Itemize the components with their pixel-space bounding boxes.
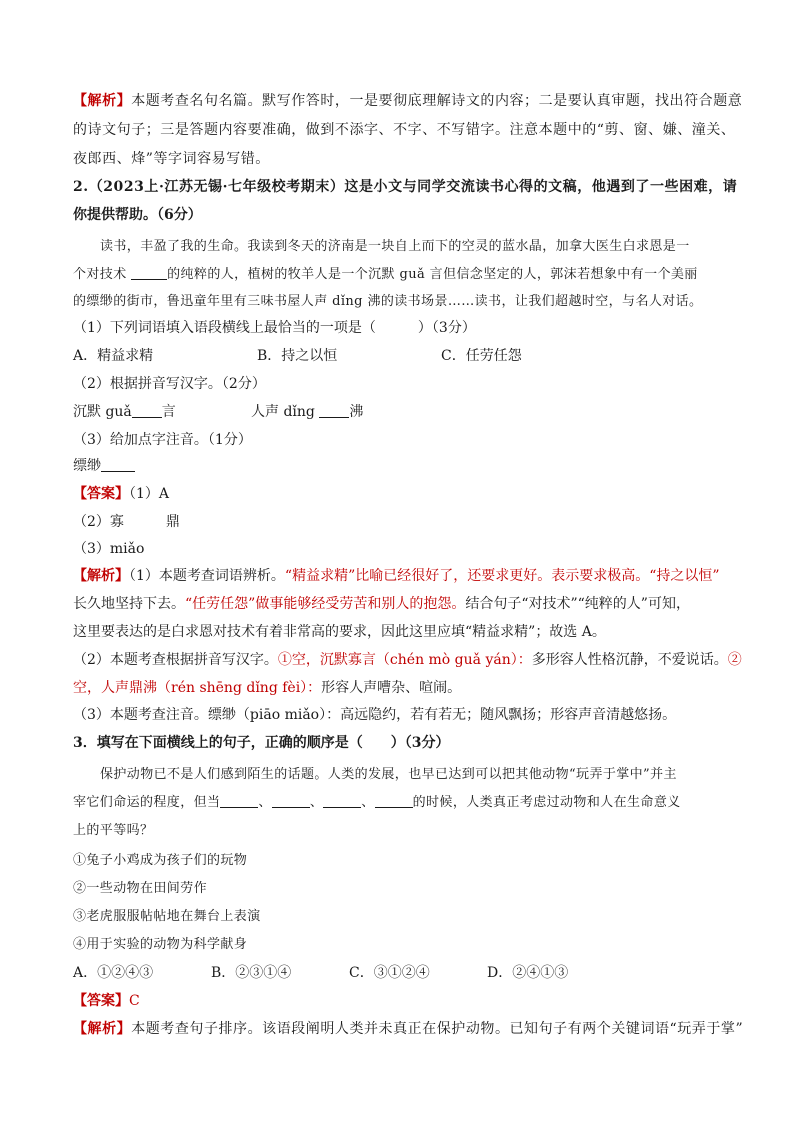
- answer-blank[interactable]: [101, 457, 135, 472]
- dotted-word: 缥缈: [73, 458, 101, 474]
- q2-analysis-line3: 这里要表达的是白求恩对技术有着非常高的要求，因此这里应填“精益求精”；故选 A。: [73, 624, 606, 640]
- analysis-text: （1）本题考查词语辨析。: [129, 568, 285, 584]
- option-b: B．②③①④: [211, 965, 292, 981]
- analysis-text: 多形容人性格沉静，不爱说话。: [531, 652, 728, 668]
- pinyin-prompt: 人声 dǐng: [251, 404, 315, 420]
- analysis-text: 长久地坚持下去。: [73, 596, 185, 612]
- answer-tag: 【答案】: [73, 486, 129, 502]
- analysis-text-red: ①空，沉默寡言（chén mò guǎ yán）：: [277, 652, 532, 668]
- q3-options: [73, 963, 730, 983]
- analysis-text: 形容人声嘈杂、喧闹。: [321, 680, 462, 696]
- answer-text: （1）A: [129, 486, 170, 502]
- q2-passage-line3: 的缥缈的街市，鲁迅童年里有三味书屋人声 dǐng 沸的读书场景……读书，让我们超越时空，与名人对话。: [73, 294, 703, 309]
- q3-passage-text: 的时候，人类真正考虑过动物和人在生命意义: [412, 795, 681, 810]
- option-c: C．③①②④: [349, 965, 430, 981]
- analysis-text: 本题考查名句名篇。默写作答时，一是要彻底理解诗文的内容；二是要认真审题，找出符合题意: [131, 93, 743, 109]
- q2-header-line1: 2.（2023上·江苏无锡·七年级校考期末）这是小文与同学交流读书心得的文稿，他遇到了一些困难，请: [73, 179, 738, 195]
- pinyin-suffix: 言: [161, 404, 176, 420]
- q2-sub3: （3）给加点字注音。（1分）: [73, 432, 252, 448]
- q2-passage-line2: [73, 265, 730, 285]
- q3-item-4: ④用于实验的动物为科学献身: [73, 937, 248, 952]
- q2-analysis-line2: [73, 594, 730, 614]
- option-d: D．②④①③: [487, 965, 569, 981]
- q2-header-line2: 你提供帮助。（6分）: [73, 207, 202, 223]
- q2-sub3-item: [73, 456, 730, 476]
- analysis1-line3: 夜郎西、烽”等字词容易写错。: [73, 151, 270, 167]
- analysis-text: （2）本题考查根据拼音写汉字。: [73, 652, 278, 668]
- q3-answer: [73, 991, 730, 1011]
- analysis-tag: 【解析】: [73, 568, 129, 584]
- q3-item-3: ③老虎服服帖帖地在舞台上表演: [73, 909, 261, 924]
- option-c: C．任劳任怨: [441, 348, 522, 364]
- q2-analysis-line4: [73, 650, 742, 670]
- analysis1-line2: 的诗文句子；三是答题内容要准确，做到不添字、不字、不写错字。注意本题中的“剪、窗、嫌、潼关、: [73, 122, 736, 138]
- pinyin-item-2: [251, 402, 363, 422]
- q3-item-1: ①兔子小鸡成为孩子们的玩物: [73, 853, 248, 868]
- q3-item-2: ②一些动物在田间劳作: [73, 881, 208, 896]
- q2-sub1-options: [73, 346, 730, 366]
- q3-passage-line1: 保护动物已不是人们感到陌生的话题。人类的发展，也早已达到可以把其他动物“玩弄于掌中”并主: [100, 767, 677, 782]
- analysis-text: 本题考查句子排序。该语段阐明人类并未真正在保护动物。已知句子有两个关键词语“玩弄于掌”: [131, 1021, 744, 1037]
- q2-passage-line1: 读书，丰盈了我的生命。我读到冬天的济南是一块自上而下的空灵的蓝水晶，加拿大医生白求恩是一: [100, 239, 690, 254]
- q2-sub2-items: [73, 402, 730, 422]
- q2-analysis-line1: [73, 566, 730, 586]
- q2-passage-text: 的纯粹的人，植树的牧羊人是一个沉默 guǎ 言但信念坚定的人，郭沫若想象中有一个美丽: [167, 267, 698, 282]
- option-a: A．精益求精: [73, 348, 154, 364]
- q2-analysis-line6: （3）本题考查注音。缥缈（piāo miǎo）：高远隐约，若有若无；随风飘扬；形容声音清越悠扬。: [73, 707, 677, 723]
- answer-text: C: [129, 993, 140, 1009]
- answer-blank[interactable]: [375, 793, 413, 808]
- analysis1-line1: [73, 91, 743, 111]
- analysis-tag: 【解析】: [73, 1021, 132, 1037]
- analysis-text-red: 空，人声鼎沸（rén shēng dǐng fèi）：: [73, 680, 322, 696]
- q2-passage-text: 个对技术: [73, 267, 127, 282]
- answer-blank[interactable]: [131, 265, 167, 280]
- pinyin-suffix: 沸: [349, 404, 364, 420]
- answer-blank[interactable]: [272, 793, 310, 808]
- q2-answer-line2: （2）寡 鼎: [73, 514, 180, 530]
- analysis-tag: 【解析】: [73, 93, 132, 109]
- analysis-text-red: “持之以恒”: [649, 568, 720, 584]
- pinyin-prompt: 沉默 guǎ: [73, 404, 132, 420]
- q3-header: 3．填写在下面横线上的句子，正确的顺序是（ ）（3分）: [73, 735, 450, 751]
- analysis-text-red: “精益求精”比喻已经很好了，还要求更好。表示要求极高。: [284, 568, 650, 584]
- pinyin-item-1: [73, 402, 251, 422]
- analysis-text-red: “任劳任怨”做事能够经受劳苦和别人的抱怨。: [185, 596, 466, 612]
- answer-blank[interactable]: [323, 793, 361, 808]
- q2-answer-line1: [73, 484, 730, 504]
- q2-sub1: （1）下列词语填入语段横线上最恰当的一项是（ ）（3分）: [73, 320, 476, 336]
- answer-blank[interactable]: [319, 403, 349, 418]
- analysis-text: 结合句子“对技术”“纯粹的人”可知，: [465, 596, 690, 612]
- option-b: B．持之以恒: [257, 348, 338, 364]
- q2-analysis-line5: [73, 678, 730, 698]
- answer-tag: 【答案】: [73, 993, 129, 1009]
- q3-passage-line2: 宰它们命运的程度，但当 、 、 、 的时候，人类真正考虑过动物和人在生命意义: [73, 795, 681, 810]
- answer-blank[interactable]: [220, 793, 258, 808]
- answer-blank[interactable]: [132, 403, 162, 418]
- q3-passage-text: 宰它们命运的程度，但当: [73, 795, 221, 810]
- q3-passage-line3: 上的平等吗？: [73, 823, 154, 838]
- option-a: A．①②④③: [73, 965, 154, 981]
- q2-sub2: （2）根据拼音写汉字。（2分）: [73, 376, 266, 392]
- q3-analysis: [73, 1019, 744, 1039]
- analysis-text-red: ②: [727, 652, 742, 668]
- q2-answer-line3: （3）miǎo: [73, 541, 145, 557]
